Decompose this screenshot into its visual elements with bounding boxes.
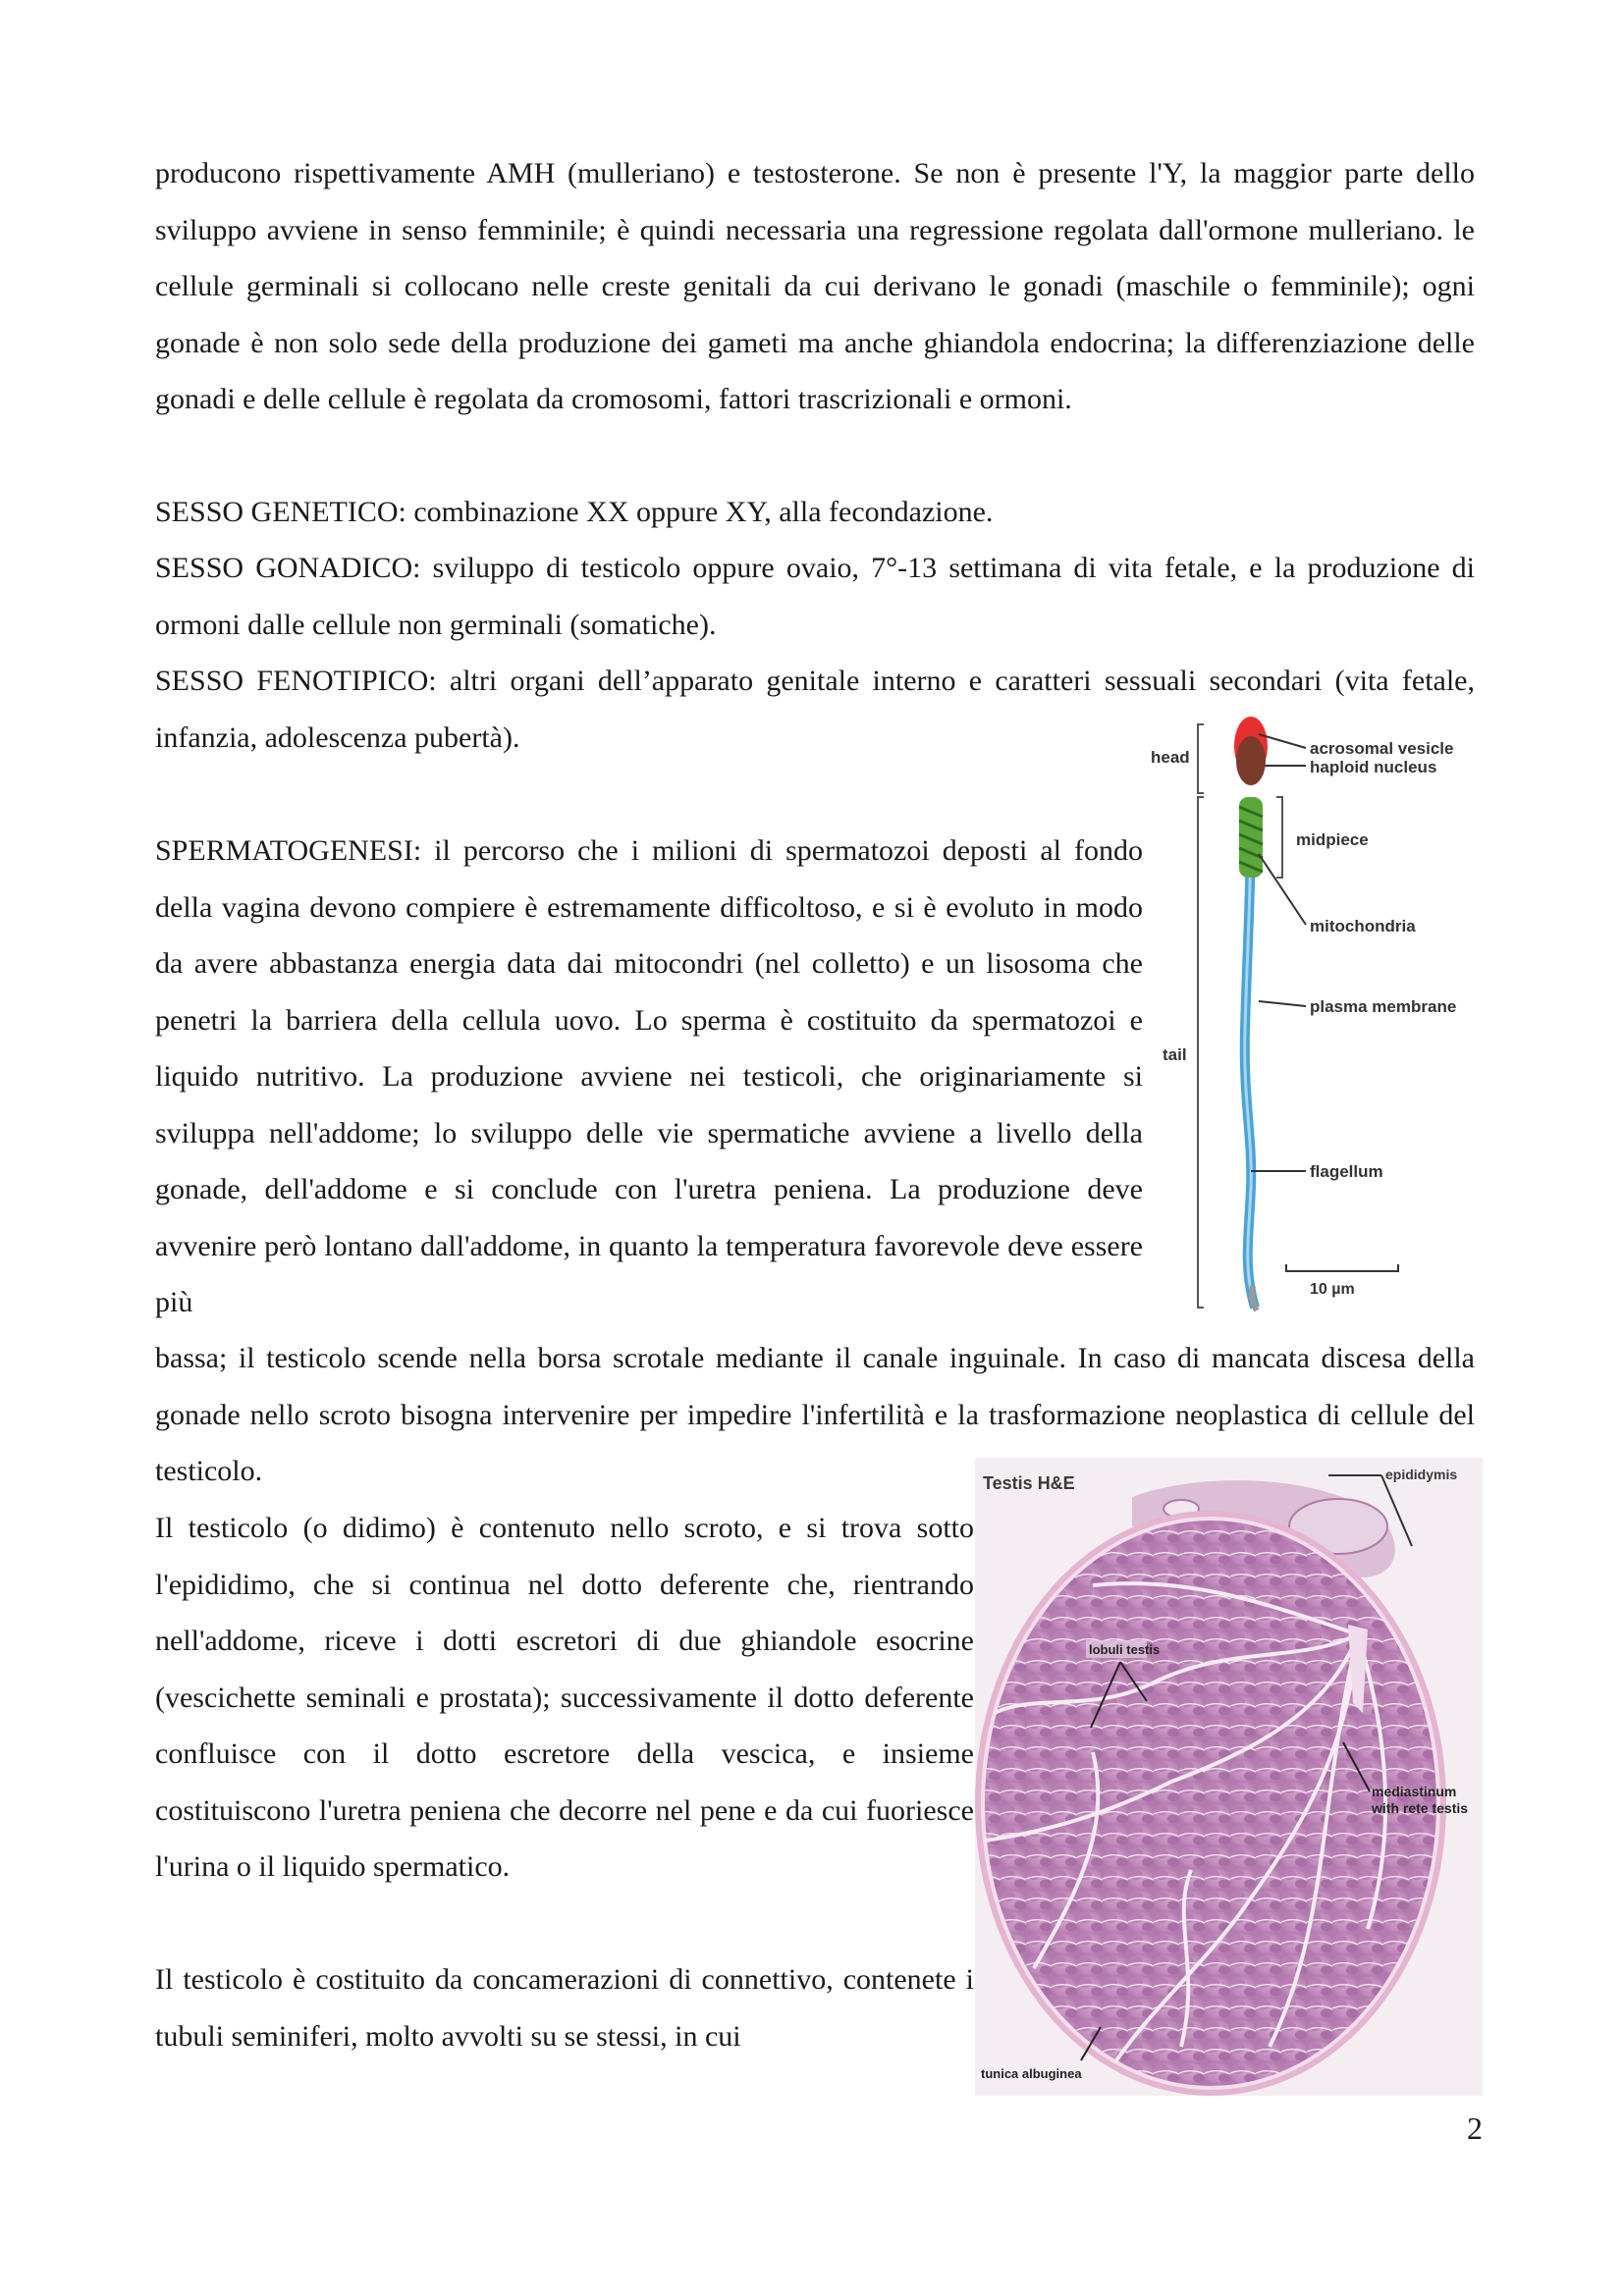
- page-number: 2: [1467, 2110, 1483, 2146]
- paragraph-sesso-fenotipico: SESSO FENOTIPICO: altri organi dell’apparato genitale interno e caratteri sessuali secondari (vita fetale, infanzia, adolescenza pubertà).: [155, 665, 1475, 754]
- paragraph-discesa: bassa; il testicolo scende nella borsa scrotale mediante il canale inguinale. In caso di mancata discesa della gonade nello scroto bisogna intervenire per impedire l'infertilità e la trasformazione neoplastica di cellule del testicolo.: [155, 1342, 1475, 1487]
- sperm-diagram: [1129, 707, 1492, 1335]
- paragraph-sesso-genetico: SESSO GENETICO: combinazione XX oppure XY, alla fecondazione.: [155, 496, 994, 528]
- tunica-albuginea-label: tunica albuginea: [981, 2066, 1082, 2081]
- seminiferous-tubules-area: [985, 1521, 1436, 2086]
- scale-bar: [1286, 1264, 1398, 1271]
- paragraph-sesso-gonadico: SESSO GONADICO: sviluppo di testicolo oppure ovaio, 7°-13 settimana di vita fetale, e la produzione di ormoni dalle cellule non germinali (somatiche).: [155, 552, 1475, 641]
- scale-label: 10 µm: [1310, 1281, 1355, 1298]
- lobuli-testis-label: lobuli testis: [1089, 1642, 1161, 1657]
- head-label: head: [1151, 748, 1190, 767]
- figure-title: Testis H&E: [983, 1473, 1075, 1493]
- paragraph-testicolo: Il testicolo (o didimo) è contenuto nello scroto, e si trova sotto l'epididimo, che si continua nel dotto deferente che, rientrando nell'addome, riceve i dotti escretori di due ghiandole esocrine (vescichette seminali e prostata); successivamente il dotto deferente confluisce con il dotto escretore della vescica, e insieme costituiscono l'uretra peniena che decorre nel pene e da cui fuoriesce l'urina o il liquido spermatico.: [155, 1512, 974, 1883]
- paragraph-intro: producono rispettivamente AMH (mulleriano) e testosterone. Se non è presente l'Y, la maggior parte dello sviluppo avviene in senso femminile; è quindi necessaria una regressione regolata dall'ormone mulleriano. le cellule germinali si collocano nelle creste genitali da cui derivano le gonadi (maschile o femminile); ogni gonade è non solo sede della produzione dei gameti ma anche ghiandola endocrina; la differenziazione delle gonadi e delle cellule è regolata da cromosomi, fattori trascrizionali e ormoni.: [155, 157, 1475, 415]
- plasma-membrane-label: plasma membrane: [1310, 997, 1457, 1016]
- testis-histology-image: [975, 1458, 1483, 2096]
- paragraph-concamerazioni: Il testicolo è costituito da concamerazioni di connettivo, contenete i tubuli seminiferi, molto avvolti su se stessi, in cui: [155, 1963, 974, 2053]
- mediastinum-label: mediastinum: [1372, 1784, 1457, 1799]
- acrosomal-vesicle-label: acrosomal vesicle: [1310, 739, 1454, 758]
- haploid-nucleus-label: haploid nucleus: [1310, 758, 1437, 776]
- mitochondria-label: mitochondria: [1310, 917, 1416, 935]
- paragraph-spermatogenesi: SPERMATOGENESI: il percorso che i milioni di spermatozoi deposti al fondo della vagina devono compiere è estremamente difficoltoso, e si è evoluto in modo da avere abbastanza energia data dai mitocondri (nel colletto) e un lisosoma che penetri la barriera della cellula uovo. Lo sperma è costituito da spermatozoi e liquido nutritivo. La produzione avviene nei testicoli, che originariamente si sviluppa nell'addome; lo sviluppo delle vie spermatiche avviene a livello della gonade, dell'addome e si conclude con l'uretra peniena. La produzione deve avvenire però lontano dall'addome, in quanto la temperatura favorevole deve essere più: [155, 834, 1143, 1318]
- tail-label: tail: [1163, 1045, 1187, 1064]
- epididymis-label: epididymis: [1385, 1467, 1458, 1482]
- midpiece-label: midpiece: [1296, 830, 1369, 849]
- haploid-nucleus-shape: [1236, 736, 1266, 785]
- rete-testis-label: with rete testis: [1372, 1800, 1469, 1816]
- flagellum-label: flagellum: [1310, 1162, 1383, 1181]
